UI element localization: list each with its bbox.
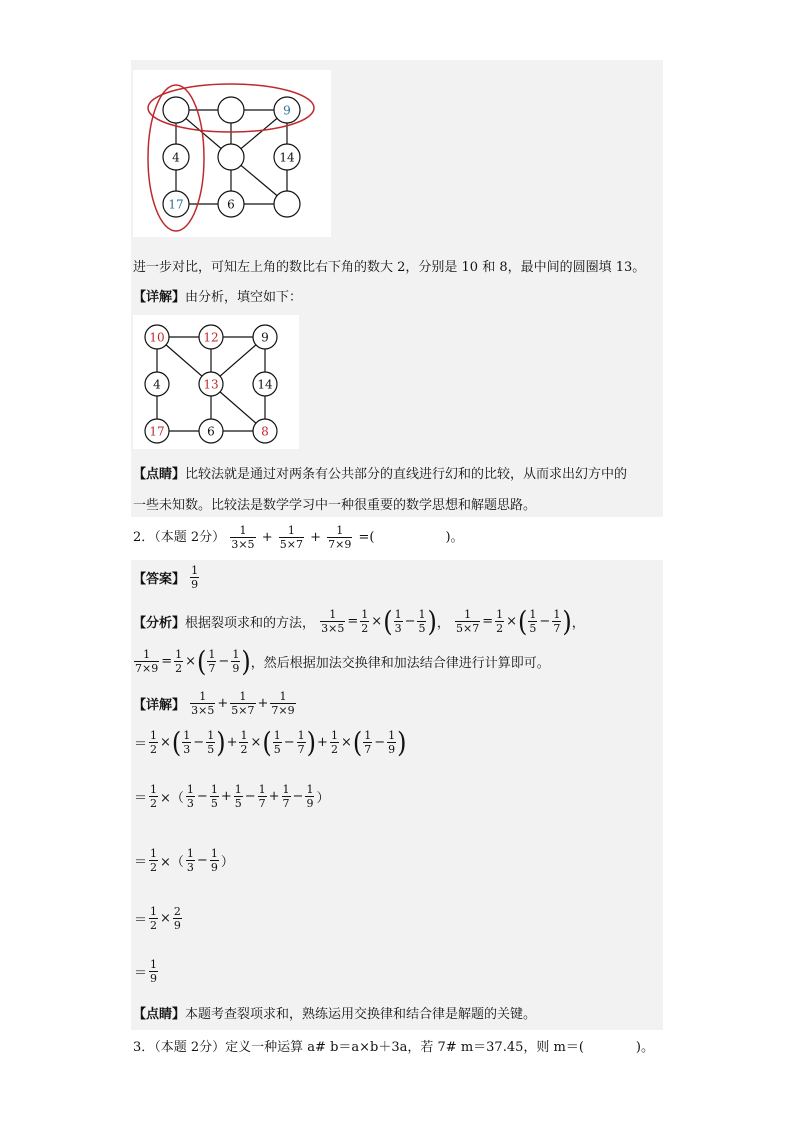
text-line1: 进一步对比，可知左上角的数比右下角的数大 2，分别是 10 和 8，最中间的圆圈填 13。 [133,260,646,275]
fig2-node-label-6: 17 [149,424,165,439]
fig1-node-label-2: 9 [283,103,291,118]
fig2-node-label-8: 8 [261,424,269,439]
q2-frac1: $\frac{1}{3\times 5}$ [231,524,255,551]
fig1-node-label-5: 14 [279,150,295,165]
q2-frac2: $\frac{1}{5\times 7}$ [279,524,303,551]
answer-tag: 【答案】 [133,572,186,587]
comment1-line1 [133,463,627,482]
comment1-tag: 【点睛】 [133,467,186,482]
detail2-line1: 【详解】 $\frac{1}{3\times 5}$ + $\frac{1}{5\times 7}$ + $\frac{1}{7\times 9}$ [133,690,295,717]
fig1-node-0 [163,97,189,123]
analysis-tag: 【分析】 [133,616,186,631]
q2-frac3: $\frac{1}{7\times 9}$ [328,524,352,551]
fig2-node-label-4: 13 [203,377,219,392]
comment1-line2: 一些未知数。比较法是数学学习中一种很重要的数学思想和解题思路。 [133,498,537,513]
detail2-step3: ＝ $\frac{1}{2}$ ×（ $\frac{1}{3}$ − $\frac{1}{9}$ ） [134,847,234,874]
comment1-text1: 比较法就是通过对两条有公共部分的直线进行幻和的比较，从而求出幻方中的 [185,467,628,482]
comment2 [133,1003,536,1022]
fig2-node-label-0: 10 [149,330,165,345]
answer [133,564,200,591]
fig1-node-1 [218,97,244,123]
figure-magic-square-2 [133,315,299,449]
answer-fraction: $\frac{1}{9}$ [191,564,199,591]
fig2-node-label-2: 9 [261,330,269,345]
analysis-line2: $\frac{1}{7\times 9}$ = $\frac{1}{2}$ ×( $\frac{1}{7}$ − $\frac{1}{9}$ )，然后根据加法交换律和加法结合律进行计算即可。 [135,645,550,678]
detail2-step1: ＝ $\frac{1}{2}$ ×( $\frac{1}{3}$ − $\frac{1}{5}$ )+ $\frac{1}{2}$ ×( $\frac{1}{5}$ − $\frac{1}{7}$ )+ $\frac{1}{2}$ ×( $\frac{1}{7}$ − $\frac{1}{9}$ ) [134,726,407,759]
fig2-node-label-1: 12 [203,330,219,345]
question-3: 3．（本题 2分）定义一种运算 a# b＝a×b＋3a，若 7# m＝37.45，则 m＝( )。 [133,1040,654,1055]
fig2-node-label-5: 14 [257,377,273,392]
fig2-node-label-7: 6 [207,424,215,439]
comment2-text: 本题考查裂项求和，熟练运用交换律和结合律是解题的关键。 [185,1007,537,1022]
fig1-node-label-7: 6 [227,197,235,212]
fig1-node-label-3: 4 [172,150,180,165]
question-2: 2．（本题 2分） $\frac{1}{3\times 5}$ + $\frac{1}{5\times 7}$ + $\frac{1}{7\times 9}$ =( )。 [133,524,464,551]
figure-magic-square-1 [133,70,331,237]
detail2-tag: 【详解】 [133,698,186,713]
fig1-node-4 [218,144,244,170]
detail2-step5: ＝ $\frac{1}{9}$ [134,958,158,985]
detail2-step2: ＝ $\frac{1}{2}$ ×（ $\frac{1}{3}$ − $\frac{1}{5}$ + $\frac{1}{5}$ − $\frac{1}{7}$ + $\frac{1}{7}$ − $\frac{1}{9}$ ） [134,783,330,810]
detail1-tag: 【详解】 [133,290,186,305]
q2-prefix: 2．（本题 2分） [133,530,226,545]
fig2-node-label-3: 4 [153,377,161,392]
fig1-node-label-6: 17 [168,197,184,212]
fig1-node-8 [274,191,300,217]
detail1 [133,286,302,305]
comment2-tag: 【点睛】 [133,1007,186,1022]
analysis-line1: 【分析】根据裂项求和的方法， $\frac{1}{3\times 5}$ = $\frac{1}{2}$ ×( $\frac{1}{3}$ − $\frac{1}{5}$ )， $\frac{1}{5\times 7}$ = $\frac{1}{2}$ ×( $\frac{1}{5}$ − $\frac{1}{7}$ )， [133,605,585,638]
detail1-text: 由分析，填空如下： [185,290,303,305]
detail2-step4: ＝ $\frac{1}{2}$ × $\frac{2}{9}$ [134,905,181,932]
